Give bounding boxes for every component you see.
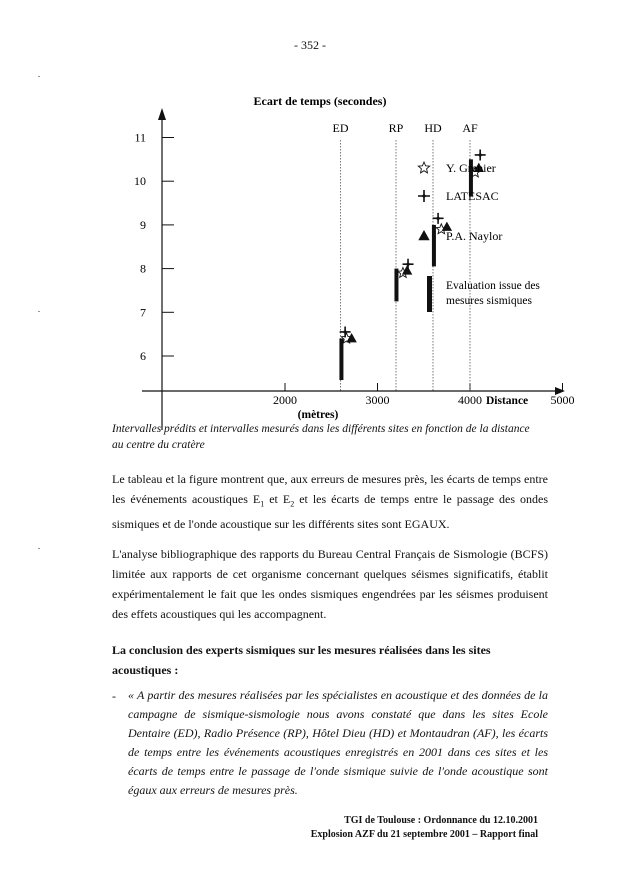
figure-caption: Intervalles prédits et intervalles mesurés dans les différents sites en fonction de la distance au centre du cratère [112, 423, 530, 451]
marker-plus-center [436, 217, 439, 220]
paragraph-results [112, 469, 548, 534]
legend-seismic-bar [427, 276, 432, 312]
page-number: - 352 - [294, 38, 326, 52]
legend-label: Y. Grenier [446, 161, 496, 175]
paragraph-results-part2: et E [264, 492, 291, 506]
y-axis-arrow [158, 108, 166, 120]
section-heading: La conclusion des experts sismiques sur les mesures réalisées dans les sites acoustiques : [112, 643, 491, 677]
seismic-interval-bar [394, 269, 398, 302]
seismic-interval-bar [432, 225, 436, 267]
legend-label: P.A. Naylor [446, 229, 503, 243]
site-label: ED [332, 121, 349, 135]
legend-marker-plus-center [422, 194, 425, 197]
paragraph-results-part3: et les écarts de temps entre le passage des ondes sismiques et de l'onde acoustique sur les différents sites sont EGAUX. [112, 492, 548, 532]
legend-seismic-label-line1: Evaluation issue des [446, 280, 540, 292]
y-tick-label: 6 [140, 349, 146, 363]
legend-seismic-label-line2: mesures sismiques [446, 295, 532, 307]
chart-axes [134, 108, 575, 430]
paragraph-results-part1: Le tableau et la figure montrent que, aux erreurs de mesures près, les écarts de temps entre les événements acoustiques E [112, 472, 548, 506]
paragraph-bibliography: L'analyse bibliographique des rapports du Bureau Central Français de Sismologie (BCFS) limitée aux rapports de cet organisme concernant quelques séismes significatifs, établit expérimentalement le fait que les ondes sismiques engendrées par les séismes produisent des effets acoustiques qui les accompagnent. [112, 547, 548, 621]
seismic-interval-bar [339, 339, 343, 381]
x-axis-label: (mètres) [297, 409, 339, 421]
footer-line-1: TGI de Toulouse : Ordonnance du 12.10.2001 [344, 815, 538, 826]
y-tick-label: 7 [140, 305, 146, 320]
marker-plus-center [406, 263, 409, 266]
footer-line-2: Explosion AZF du 21 septembre 2001 – Rapport final [310, 829, 538, 840]
quote-conclusion: « A partir des mesures réalisées par les spécialistes en acoustique et des données de la campagne de sismique-sismologie nous avons constaté que dans les sites Ecole Dentaire (ED), Radio Présence (RP), Hôtel Dieu (HD) et Montaudran (AF), les écarts de temps entre les événements acoustiques enregistrés en 2001 dans ces sites et les écarts de temps entre le passage de l'onde sismique suivie de l'onde acoustique sont égaux aux erreurs de mesures près. [128, 688, 548, 797]
x-tick-label: 4000 [458, 393, 482, 407]
x-tick-label: 3000 [365, 393, 390, 407]
site-label: AF [462, 121, 478, 135]
chart-title: Ecart de temps (secondes) [253, 94, 387, 108]
margin-mark [38, 76, 40, 77]
x-axis-word: Distance [486, 395, 529, 407]
y-tick-label: 9 [140, 217, 146, 232]
legend-label: LATESAC [446, 189, 499, 203]
site-label: RP [388, 121, 404, 135]
marker-plus-center [344, 330, 347, 333]
bullet-dash: - [112, 689, 116, 703]
legend-marker-triangle [418, 230, 429, 240]
legend-marker-star [418, 162, 429, 173]
subscript-1: 1 [260, 499, 265, 509]
y-tick-label: 8 [140, 261, 146, 276]
x-tick-label: 2000 [273, 393, 297, 407]
y-tick-label: 10 [134, 174, 146, 189]
marker-plus-center [479, 153, 482, 156]
chart-legend [418, 161, 540, 312]
margin-mark [38, 548, 40, 549]
y-tick-label: 11 [134, 130, 146, 145]
x-tick-label: 5000 [550, 393, 575, 407]
marker-triangle [346, 333, 356, 342]
site-label: HD [424, 121, 442, 135]
margin-mark [38, 311, 40, 312]
subscript-2: 2 [290, 499, 295, 509]
marker-triangle [402, 265, 412, 274]
